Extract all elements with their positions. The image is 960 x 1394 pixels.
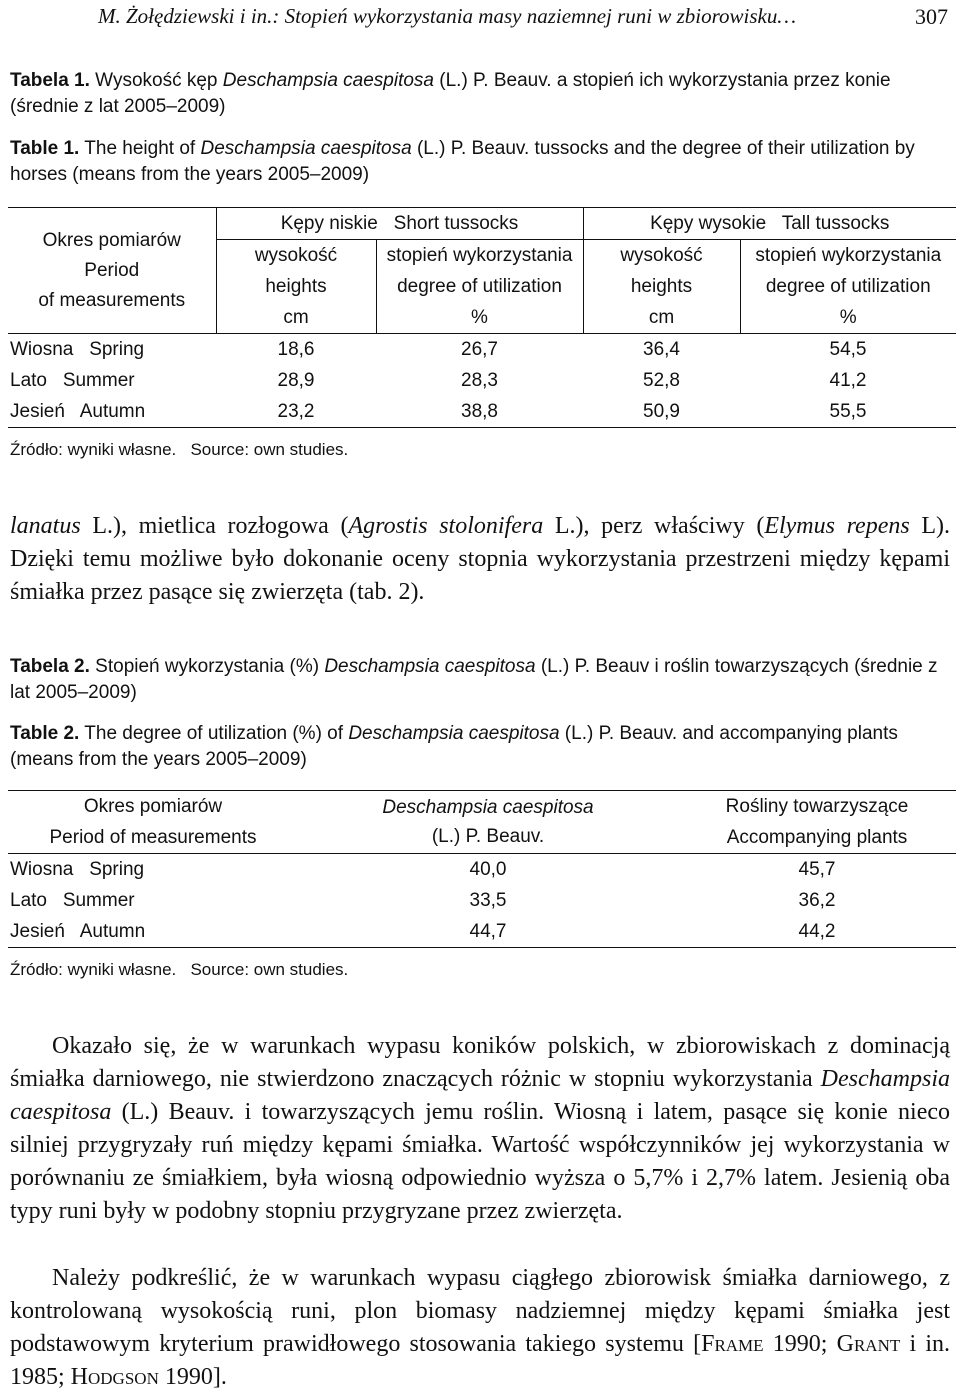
header-text: heights bbox=[583, 271, 740, 302]
table2-source: Źródło: wyniki własne. Source: own studies. bbox=[10, 960, 349, 979]
table-cell: 38,8 bbox=[461, 400, 498, 422]
caption-text: (L.) P. Beauv. tussocks and the degree of their utilization by horses (means from the years 2005–2009) bbox=[10, 138, 915, 185]
table1-caption-en bbox=[10, 136, 950, 188]
header-text: Rośliny towarzyszące bbox=[725, 795, 909, 817]
header-text: Period of measurements bbox=[49, 826, 257, 848]
header-text: wysokość bbox=[216, 240, 376, 272]
caption-species: Deschampsia caespitosa bbox=[324, 656, 536, 677]
table-cell: 23,2 bbox=[277, 400, 315, 422]
caption-label: Tabela 2. bbox=[10, 656, 90, 677]
header-unit: % bbox=[740, 302, 956, 334]
caption-text: Wysokość kęp bbox=[89, 70, 223, 91]
table-cell: 52,8 bbox=[643, 369, 680, 391]
caption-label: Tabela 1. bbox=[10, 70, 90, 91]
table-cell: 28,9 bbox=[277, 369, 315, 391]
body-paragraph bbox=[10, 1262, 950, 1394]
text: Okazało się, że w warunkach wypasu koników polskich, w zbiorowiskach z dominacją śmiałka darniowego, nie stwierdzono znaczących różnic w stopniu wykorzystania bbox=[10, 1033, 950, 1092]
caption-label: Table 1. bbox=[10, 138, 80, 159]
table-cell: 50,9 bbox=[643, 400, 680, 422]
table-row bbox=[8, 396, 956, 428]
header-text: Accompanying plants bbox=[726, 826, 908, 848]
caption-label: Table 2. bbox=[10, 723, 80, 744]
body-paragraph bbox=[10, 510, 950, 609]
text: L.), perz właściwy ( bbox=[543, 513, 765, 539]
caption-text: (L.) P. Beauv. a stopień ich wykorzystania przez konie (średnie z lat 2005–2009) bbox=[10, 70, 891, 117]
citation-author: Hodgson bbox=[70, 1364, 159, 1390]
running-header bbox=[10, 4, 950, 34]
header-text: (L.) P. Beauv. bbox=[431, 826, 545, 847]
header-text: wysokość bbox=[583, 240, 740, 272]
table-cell: 18,6 bbox=[277, 338, 315, 360]
text: (L.) Beauv. i towarzyszących jemu roślin. Wiosną i latem, pasące się konie nieco silniej przygryzały ruń między kępami śmiałka. Wartość współczynników jej wykorzystania w porównaniu ze śmiałkiem, była wiosną odpowiednio wyższa o 5,7% i 2,7% latem. Jesienią oba typy runi były w podobny stopniu przygryzane przez zwierzęta. bbox=[10, 1099, 950, 1224]
table2-species-header bbox=[298, 791, 678, 854]
table-cell: 28,3 bbox=[461, 369, 498, 391]
table-cell: 44,2 bbox=[798, 920, 836, 942]
caption-species: Deschampsia caespitosa bbox=[348, 723, 560, 744]
header-unit: cm bbox=[216, 302, 376, 334]
header-text: stopień wykorzystania bbox=[376, 240, 583, 272]
table-cell: 26,7 bbox=[461, 338, 498, 360]
caption-text: The height of bbox=[79, 138, 201, 159]
body-paragraph bbox=[10, 1030, 950, 1228]
group-header-tall: Kępy wysokie Tall tussocks bbox=[583, 208, 956, 240]
table1 bbox=[8, 207, 956, 428]
table1-period-header bbox=[8, 208, 216, 334]
header-text: Okres pomiarów bbox=[83, 795, 223, 817]
table2-caption-pl bbox=[10, 654, 950, 706]
table-cell: 36,2 bbox=[798, 889, 836, 911]
table-row bbox=[8, 854, 956, 886]
header-text: Deschampsia caespitosa bbox=[382, 797, 594, 818]
header-text: degree of utilization bbox=[740, 271, 956, 302]
table-cell: 41,2 bbox=[829, 369, 867, 391]
row-label: Jesień Autumn bbox=[10, 400, 146, 422]
text: L). Dzięki temu możliwe było dokonanie oceny stopnia wykorzystania przestrzeni między kępami śmiałka przez pasące się zwierzęta (tab. 2). bbox=[10, 513, 951, 605]
caption-species: Deschampsia caespitosa bbox=[200, 138, 412, 159]
header-text: Okres pomiarów bbox=[42, 229, 181, 251]
caption-species: Deschampsia caespitosa bbox=[222, 70, 434, 91]
citation-author: Frame bbox=[701, 1331, 764, 1357]
table-row bbox=[8, 885, 956, 916]
row-label: Lato Summer bbox=[10, 889, 135, 911]
running-title: M. Żołędziewski i in.: Stopień wykorzystania masy naziemnej runi w zbiorowisku… bbox=[98, 4, 797, 28]
table-cell: 36,4 bbox=[643, 338, 680, 360]
header-unit: % bbox=[376, 302, 583, 334]
table2 bbox=[8, 790, 956, 948]
row-label: Jesień Autumn bbox=[10, 920, 146, 942]
header-text: stopień wykorzystania bbox=[740, 240, 956, 272]
table-row bbox=[8, 365, 956, 396]
text: 1990]. bbox=[158, 1364, 227, 1390]
species-name: Elymus repens bbox=[764, 513, 910, 539]
table-cell: 45,7 bbox=[798, 858, 836, 880]
table-cell: 33,5 bbox=[469, 889, 507, 911]
row-label: Lato Summer bbox=[10, 369, 135, 391]
text: L.), mietlica rozłogowa ( bbox=[80, 513, 349, 539]
header-text: degree of utilization bbox=[376, 271, 583, 302]
table1-caption-pl bbox=[10, 68, 950, 120]
caption-text: (L.) P. Beauv i roślin towarzyszących (średnie z lat 2005–2009) bbox=[10, 656, 938, 703]
row-label: Wiosna Spring bbox=[10, 338, 145, 360]
group-header-short: Kępy niskie Short tussocks bbox=[216, 208, 583, 240]
page-number: 307 bbox=[915, 4, 948, 29]
row-label: Wiosna Spring bbox=[10, 858, 145, 880]
table-cell: 44,7 bbox=[469, 920, 507, 942]
text: 1990; bbox=[763, 1331, 837, 1357]
species-name: Agrostis stolonifera bbox=[348, 513, 544, 539]
species-name: Deschampsia caespitosa bbox=[10, 1066, 950, 1125]
table-cell: 55,5 bbox=[829, 400, 867, 422]
citation-author: Grant bbox=[836, 1331, 901, 1357]
header-text: heights bbox=[216, 271, 376, 302]
table1-source: Źródło: wyniki własne. Source: own studies. bbox=[10, 440, 349, 459]
caption-text: Stopień wykorzystania (%) bbox=[89, 656, 325, 677]
table2-caption-en bbox=[10, 721, 950, 773]
header-text: of measurements bbox=[38, 289, 186, 311]
header-unit: cm bbox=[583, 302, 740, 334]
table-row bbox=[8, 916, 956, 948]
table-cell: 40,0 bbox=[469, 858, 507, 880]
caption-text: The degree of utilization (%) of bbox=[79, 723, 349, 744]
text: Należy podkreślić, że w warunkach wypasu ciągłego zbiorowisk śmiałka darniowego, z kontrolowaną wysokością runi, plon biomasy nadziemnej między kępami śmiałka jest podstawowym kryterium prawidłowego stosowania takiego systemu [ bbox=[10, 1265, 950, 1357]
text: i in. 1985; bbox=[10, 1331, 950, 1390]
table-row bbox=[8, 334, 956, 366]
header-text: Period bbox=[84, 259, 140, 281]
table-cell: 54,5 bbox=[829, 338, 867, 360]
caption-text: (L.) P. Beauv. and accompanying plants (means from the years 2005–2009) bbox=[10, 723, 898, 770]
species-name: lanatus bbox=[10, 513, 81, 539]
